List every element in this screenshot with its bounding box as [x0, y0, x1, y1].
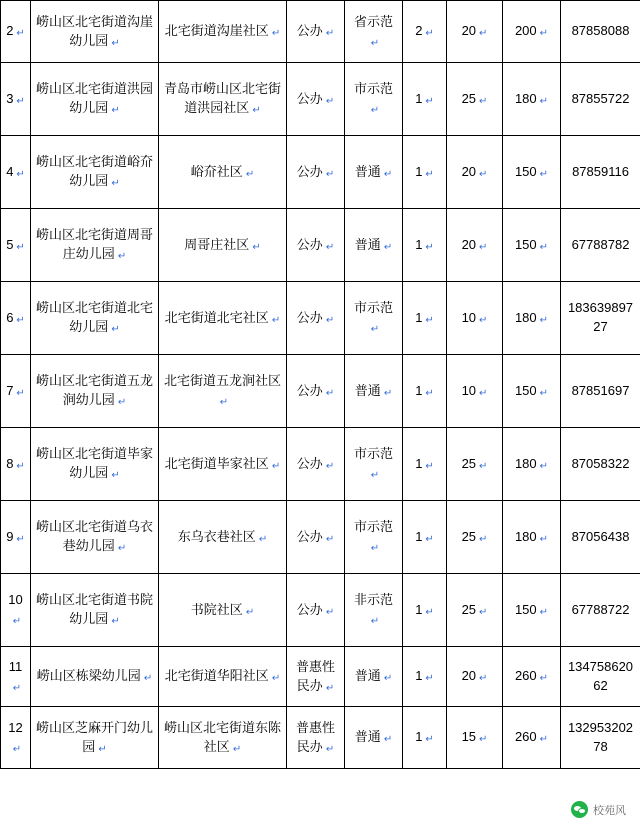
paragraph-mark-icon [479, 533, 487, 548]
cell-address: 峪夼社区↵ [159, 136, 287, 209]
cell-type: 普惠性民办↵ [287, 707, 345, 769]
paragraph-mark-icon [220, 396, 228, 411]
paragraph-mark-icon [371, 469, 379, 484]
cell-classes: 1↵ [403, 707, 447, 769]
cell-telephone: 87058322 [561, 428, 640, 501]
cell-classes: 1↵ [403, 428, 447, 501]
paragraph-mark-icon [371, 37, 379, 52]
table-row [1, 574, 640, 647]
paragraph-mark-icon [118, 250, 126, 265]
cell-address: 北宅街道北宅社区↵ [159, 282, 287, 355]
table-row [1, 355, 640, 428]
cell-address: 东乌衣巷社区↵ [159, 501, 287, 574]
cell-enrollment: 20↵ [447, 136, 503, 209]
cell-telephone: 67788722 [561, 574, 640, 647]
cell-fee: 150↵ [503, 574, 561, 647]
cell-telephone: 87851697 [561, 355, 640, 428]
cell-name: 崂山区北宅街道周哥庄幼儿园↵ [31, 209, 159, 282]
cell-fee: 150↵ [503, 209, 561, 282]
paragraph-mark-icon [326, 95, 334, 110]
paragraph-mark-icon [13, 682, 21, 697]
cell-enrollment: 25↵ [447, 63, 503, 136]
paragraph-mark-icon [326, 387, 334, 402]
cell-telephone: 87858088 [561, 1, 640, 63]
cell-name: 崂山区北宅街道毕家幼儿园↵ [31, 428, 159, 501]
paragraph-mark-icon [326, 460, 334, 475]
cell-address: 青岛市崂山区北宅街道洪园社区↵ [159, 63, 287, 136]
paragraph-mark-icon [479, 460, 487, 475]
cell-address: 北宅街道五龙涧社区↵ [159, 355, 287, 428]
paragraph-mark-icon [479, 168, 487, 183]
paragraph-mark-icon [13, 743, 21, 758]
paragraph-mark-icon [479, 314, 487, 329]
cell-address: 书院社区↵ [159, 574, 287, 647]
paragraph-mark-icon [425, 672, 433, 687]
paragraph-mark-icon [16, 460, 24, 475]
paragraph-mark-icon [111, 177, 119, 192]
paragraph-mark-icon [111, 104, 119, 119]
paragraph-mark-icon [425, 387, 433, 402]
cell-index: 5↵ [1, 209, 31, 282]
paragraph-mark-icon [371, 323, 379, 338]
paragraph-mark-icon [16, 387, 24, 402]
table-row [1, 1, 640, 63]
paragraph-mark-icon [425, 533, 433, 548]
paragraph-mark-icon [479, 27, 487, 42]
cell-name: 崂山区北宅街道乌衣巷幼儿园↵ [31, 501, 159, 574]
cell-address: 周哥庄社区↵ [159, 209, 287, 282]
cell-fee: 150↵ [503, 136, 561, 209]
paragraph-mark-icon [16, 168, 24, 183]
cell-type: 公办↵ [287, 209, 345, 282]
cell-classes: 1↵ [403, 355, 447, 428]
table-row [1, 136, 640, 209]
cell-enrollment: 15↵ [447, 707, 503, 769]
cell-fee: 180↵ [503, 63, 561, 136]
cell-index: 3↵ [1, 63, 31, 136]
paragraph-mark-icon [252, 104, 260, 119]
table-row [1, 707, 640, 769]
paragraph-mark-icon [425, 460, 433, 475]
paragraph-mark-icon [425, 733, 433, 748]
cell-type: 普惠性民办↵ [287, 647, 345, 707]
paragraph-mark-icon [540, 733, 548, 748]
cell-name: 崂山区芝麻开门幼儿园↵ [31, 707, 159, 769]
cell-index: 7↵ [1, 355, 31, 428]
paragraph-mark-icon [479, 95, 487, 110]
cell-fee: 150↵ [503, 355, 561, 428]
cell-level: 普通↵ [345, 707, 403, 769]
paragraph-mark-icon [326, 682, 334, 697]
cell-type: 公办↵ [287, 136, 345, 209]
cell-enrollment: 10↵ [447, 282, 503, 355]
cell-name: 崂山区北宅街道峪夼幼儿园↵ [31, 136, 159, 209]
cell-level: 普通↵ [345, 209, 403, 282]
cell-fee: 260↵ [503, 647, 561, 707]
cell-level: 普通↵ [345, 355, 403, 428]
cell-fee: 180↵ [503, 501, 561, 574]
cell-fee: 180↵ [503, 282, 561, 355]
paragraph-mark-icon [384, 168, 392, 183]
cell-enrollment: 20↵ [447, 1, 503, 63]
cell-classes: 1↵ [403, 501, 447, 574]
cell-index: 10↵ [1, 574, 31, 647]
paragraph-mark-icon [272, 460, 280, 475]
table-row [1, 209, 640, 282]
cell-classes: 1↵ [403, 136, 447, 209]
paragraph-mark-icon [384, 241, 392, 256]
cell-enrollment: 25↵ [447, 574, 503, 647]
cell-classes: 1↵ [403, 209, 447, 282]
cell-classes: 1↵ [403, 63, 447, 136]
paragraph-mark-icon [479, 672, 487, 687]
table-row [1, 282, 640, 355]
paragraph-mark-icon [479, 606, 487, 621]
paragraph-mark-icon [425, 27, 433, 42]
cell-index: 12↵ [1, 707, 31, 769]
cell-name: 崂山区栋梁幼儿园↵ [31, 647, 159, 707]
paragraph-mark-icon [540, 168, 548, 183]
paragraph-mark-icon [540, 27, 548, 42]
cell-telephone: 13295320278 [561, 707, 640, 769]
paragraph-mark-icon [540, 314, 548, 329]
cell-type: 公办↵ [287, 1, 345, 63]
cell-classes: 1↵ [403, 574, 447, 647]
cell-level: 非示范↵ [345, 574, 403, 647]
paragraph-mark-icon [272, 672, 280, 687]
cell-type: 公办↵ [287, 63, 345, 136]
paragraph-mark-icon [326, 314, 334, 329]
cell-fee: 200↵ [503, 1, 561, 63]
cell-level: 市示范↵ [345, 501, 403, 574]
paragraph-mark-icon [233, 743, 241, 758]
paragraph-mark-icon [16, 533, 24, 548]
paragraph-mark-icon [118, 396, 126, 411]
cell-address: 崂山区北宅街道东陈社区↵ [159, 707, 287, 769]
cell-index: 9↵ [1, 501, 31, 574]
paragraph-mark-icon [540, 533, 548, 548]
paragraph-mark-icon [16, 27, 24, 42]
table-body [1, 1, 640, 769]
paragraph-mark-icon [252, 241, 260, 256]
paragraph-mark-icon [479, 241, 487, 256]
paragraph-mark-icon [111, 323, 119, 338]
cell-enrollment: 20↵ [447, 209, 503, 282]
cell-telephone: 87056438 [561, 501, 640, 574]
paragraph-mark-icon [384, 387, 392, 402]
paragraph-mark-icon [326, 533, 334, 548]
paragraph-mark-icon [259, 533, 267, 548]
wechat-icon [571, 801, 588, 818]
paragraph-mark-icon [13, 615, 21, 630]
cell-level: 市示范↵ [345, 282, 403, 355]
cell-level: 市示范↵ [345, 63, 403, 136]
cell-level: 省示范↵ [345, 1, 403, 63]
cell-address: 北宅街道华阳社区↵ [159, 647, 287, 707]
paragraph-mark-icon [98, 743, 106, 758]
paragraph-mark-icon [111, 469, 119, 484]
cell-classes: 2↵ [403, 1, 447, 63]
cell-index: 6↵ [1, 282, 31, 355]
cell-classes: 1↵ [403, 282, 447, 355]
paragraph-mark-icon [479, 387, 487, 402]
paragraph-mark-icon [272, 314, 280, 329]
paragraph-mark-icon [246, 606, 254, 621]
cell-level: 市示范↵ [345, 428, 403, 501]
watermark-label: 校苑风 [593, 804, 626, 817]
paragraph-mark-icon [540, 672, 548, 687]
paragraph-mark-icon [384, 672, 392, 687]
cell-type: 公办↵ [287, 428, 345, 501]
cell-fee: 260↵ [503, 707, 561, 769]
paragraph-mark-icon [371, 104, 379, 119]
cell-telephone: 67788782 [561, 209, 640, 282]
cell-index: 8↵ [1, 428, 31, 501]
cell-index: 2↵ [1, 1, 31, 63]
paragraph-mark-icon [540, 95, 548, 110]
table-row [1, 501, 640, 574]
cell-address: 北宅街道毕家社区↵ [159, 428, 287, 501]
paragraph-mark-icon [326, 743, 334, 758]
table-row [1, 63, 640, 136]
cell-name: 崂山区北宅街道五龙涧幼儿园↵ [31, 355, 159, 428]
paragraph-mark-icon [326, 241, 334, 256]
paragraph-mark-icon [425, 168, 433, 183]
cell-name: 崂山区北宅街道北宅幼儿园↵ [31, 282, 159, 355]
paragraph-mark-icon [371, 542, 379, 557]
cell-index: 4↵ [1, 136, 31, 209]
paragraph-mark-icon [326, 168, 334, 183]
paragraph-mark-icon [425, 314, 433, 329]
cell-classes: 1↵ [403, 647, 447, 707]
paragraph-mark-icon [111, 37, 119, 52]
cell-type: 公办↵ [287, 501, 345, 574]
cell-level: 普通↵ [345, 136, 403, 209]
paragraph-mark-icon [540, 460, 548, 475]
paragraph-mark-icon [425, 241, 433, 256]
cell-address: 北宅街道沟崖社区↵ [159, 1, 287, 63]
paragraph-mark-icon [384, 733, 392, 748]
cell-type: 公办↵ [287, 282, 345, 355]
cell-telephone: 13475862062 [561, 647, 640, 707]
watermark [565, 798, 632, 821]
table-row [1, 428, 640, 501]
cell-level: 普通↵ [345, 647, 403, 707]
table-row [1, 647, 640, 707]
paragraph-mark-icon [118, 542, 126, 557]
paragraph-mark-icon [16, 95, 24, 110]
paragraph-mark-icon [425, 95, 433, 110]
paragraph-mark-icon [16, 241, 24, 256]
cell-enrollment: 20↵ [447, 647, 503, 707]
cell-type: 公办↵ [287, 355, 345, 428]
cell-fee: 180↵ [503, 428, 561, 501]
cell-name: 崂山区北宅街道洪园幼儿园↵ [31, 63, 159, 136]
cell-type: 公办↵ [287, 574, 345, 647]
paragraph-mark-icon [16, 314, 24, 329]
cell-enrollment: 25↵ [447, 428, 503, 501]
paragraph-mark-icon [425, 606, 433, 621]
paragraph-mark-icon [272, 27, 280, 42]
cell-index: 11↵ [1, 647, 31, 707]
cell-enrollment: 10↵ [447, 355, 503, 428]
cell-telephone: 18363989727 [561, 282, 640, 355]
cell-enrollment: 25↵ [447, 501, 503, 574]
paragraph-mark-icon [479, 733, 487, 748]
paragraph-mark-icon [144, 672, 152, 687]
paragraph-mark-icon [540, 241, 548, 256]
cell-telephone: 87859116 [561, 136, 640, 209]
paragraph-mark-icon [111, 615, 119, 630]
paragraph-mark-icon [246, 168, 254, 183]
paragraph-mark-icon [326, 606, 334, 621]
paragraph-mark-icon [371, 615, 379, 630]
cell-name: 崂山区北宅街道书院幼儿园↵ [31, 574, 159, 647]
cell-name: 崂山区北宅街道沟崖幼儿园↵ [31, 1, 159, 63]
paragraph-mark-icon [540, 387, 548, 402]
paragraph-mark-icon [540, 606, 548, 621]
cell-telephone: 87855722 [561, 63, 640, 136]
paragraph-mark-icon [326, 27, 334, 42]
